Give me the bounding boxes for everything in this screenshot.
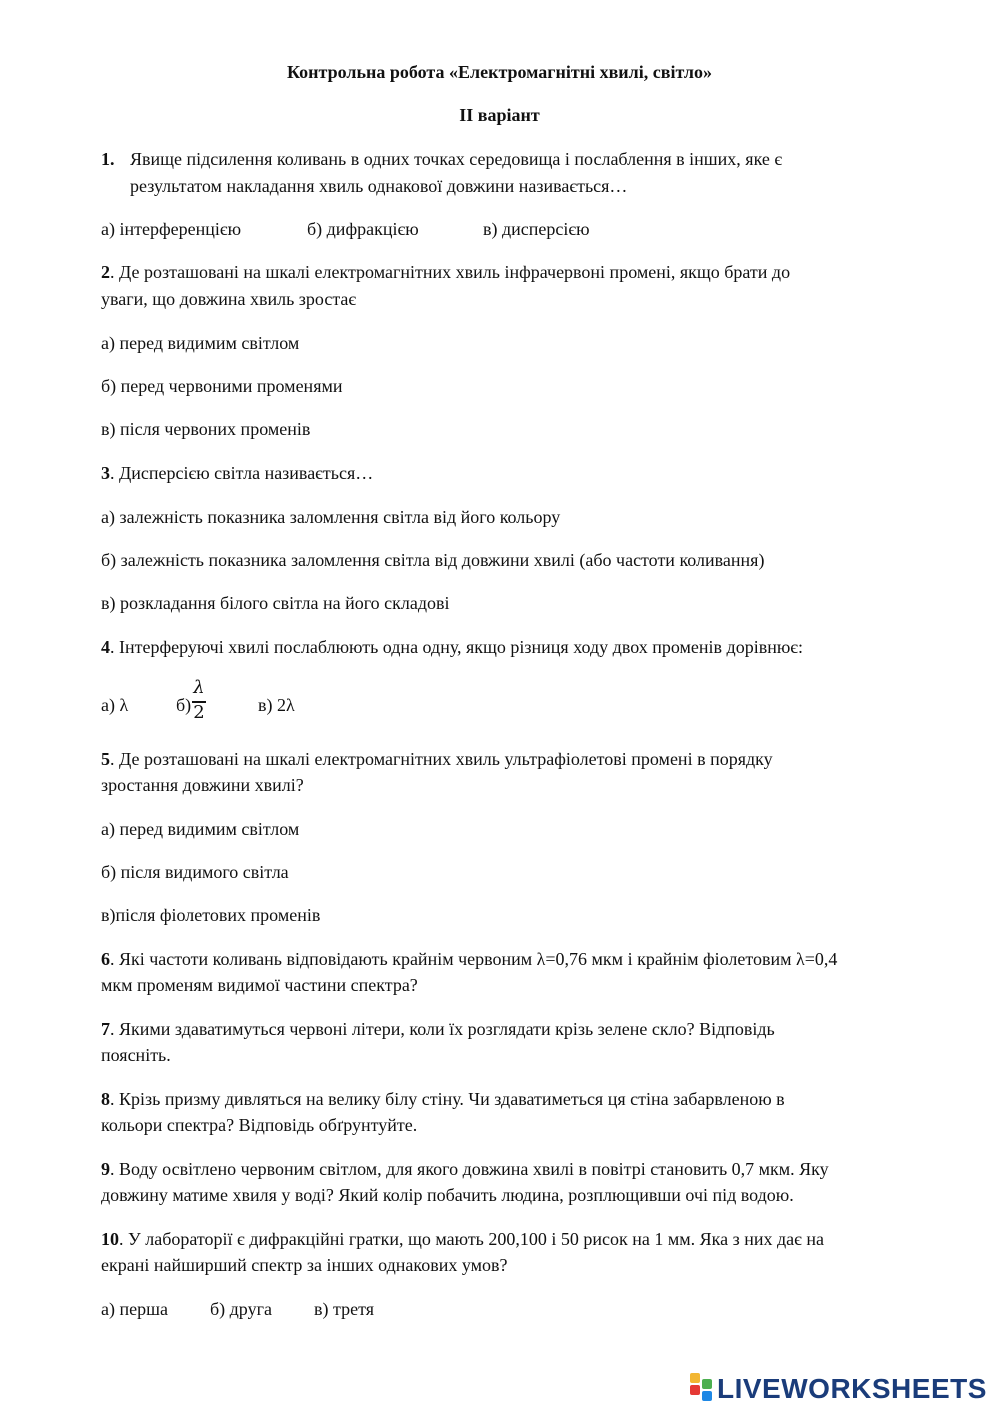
- question-number: 3: [101, 463, 110, 483]
- question-text: довжину матиме хвиля у воді? Який колір побачить людина, розплющивши очі під водою.: [101, 1185, 794, 1205]
- question-number: 6: [101, 949, 110, 969]
- option-b-label: б): [176, 695, 192, 715]
- question-text: 3. Дисперсією світла називається…: [101, 463, 374, 483]
- option-b: б) друга: [210, 1299, 272, 1319]
- question-text: уваги, що довжина хвиль зростає: [101, 289, 357, 309]
- option-a: а) перед видимим світлом: [101, 819, 300, 839]
- option-b: б) залежність показника заломлення світла від довжини хвилі (або частоти коливання): [101, 550, 765, 570]
- question-text: 9. Воду освітлено червоним світлом, для якого довжина хвилі в повітрі становить 0,7 мкм. Яку: [101, 1159, 829, 1179]
- question-number: 8: [101, 1089, 110, 1109]
- option-c: в) 2λ: [258, 695, 295, 715]
- question-number: 2: [101, 262, 110, 282]
- question-text: 2. Де розташовані на шкалі електромагнітних хвиль інфрачервоні промені, якщо брати до: [101, 262, 791, 282]
- question-text: 7. Якими здаватимуться червоні літери, коли їх розглядати крізь зелене скло? Відповідь: [101, 1019, 775, 1039]
- option-b: б) перед червоними променями: [101, 376, 343, 396]
- question-number: 5: [101, 749, 110, 769]
- option-c: в)після фіолетових променів: [101, 905, 321, 925]
- option-c: в) розкладання білого світла на його складові: [101, 593, 450, 613]
- option-a: а) перша: [101, 1299, 168, 1319]
- question-text: 4. Інтерферуючі хвилі послаблюють одна одну, якщо різниця ходу двох променів дорівнює:: [101, 637, 804, 657]
- question-number: 4: [101, 637, 110, 657]
- question-text: Явище підсилення коливань в одних точках середовища і послаблення в інших, яке є: [130, 149, 783, 169]
- option-b: б) дифракцією: [307, 219, 419, 239]
- question-number: 10: [101, 1229, 119, 1249]
- question-text: зростання довжини хвилі?: [101, 775, 304, 795]
- fraction-numerator: λ: [193, 677, 205, 698]
- question-text: поясніть.: [101, 1045, 171, 1065]
- question-text: 5. Де розташовані на шкалі електромагнітних хвиль ультрафіолетові промені в порядку: [101, 749, 773, 769]
- fraction-denominator: 2: [193, 702, 205, 723]
- option-c: в) третя: [314, 1299, 374, 1319]
- option-c: в) дисперсією: [483, 219, 590, 239]
- question-text: 10. У лабораторії є дифракційні гратки, що мають 200,100 і 50 рисок на 1 мм. Яка з них дає на: [101, 1229, 825, 1249]
- lambda-over-two-fraction: [191, 677, 207, 729]
- question-text: екрані найширший спектр за інших однакових умов?: [101, 1255, 508, 1275]
- question-number: 1.: [101, 149, 115, 169]
- question-number: 7: [101, 1019, 110, 1039]
- question-text: результатом накладання хвиль однакової довжини називається…: [130, 176, 628, 196]
- question-text: кольори спектра? Відповідь обґрунтуйте.: [101, 1115, 418, 1135]
- question-number: 9: [101, 1159, 110, 1179]
- question-text: 6. Які частоти коливань відповідають крайнім червоним λ=0,76 мкм і крайнім фіолетовим λ=0,4: [101, 949, 838, 969]
- liveworksheets-logo[interactable]: [690, 1372, 987, 1406]
- option-b: б) після видимого світла: [101, 862, 289, 882]
- question-text: мкм променям видимої частини спектра?: [101, 975, 418, 995]
- page-title: Контрольна робота «Електромагнітні хвилі, світло»: [287, 62, 712, 82]
- option-c: в) після червоних променів: [101, 419, 311, 439]
- option-a: а) залежність показника заломлення світла від його кольору: [101, 507, 561, 527]
- option-a: а) λ: [101, 695, 129, 715]
- logo-icon: [690, 1373, 714, 1405]
- variant-heading: ІІ варіант: [459, 105, 540, 125]
- question-text: 8. Крізь призму дивляться на велику білу стіну. Чи здаватиметься ця стіна забарвленою в: [101, 1089, 785, 1109]
- logo-text: LIVEWORKSHEETS: [717, 1373, 987, 1404]
- option-a: а) перед видимим світлом: [101, 333, 300, 353]
- option-a: а) інтерференцією: [101, 219, 242, 239]
